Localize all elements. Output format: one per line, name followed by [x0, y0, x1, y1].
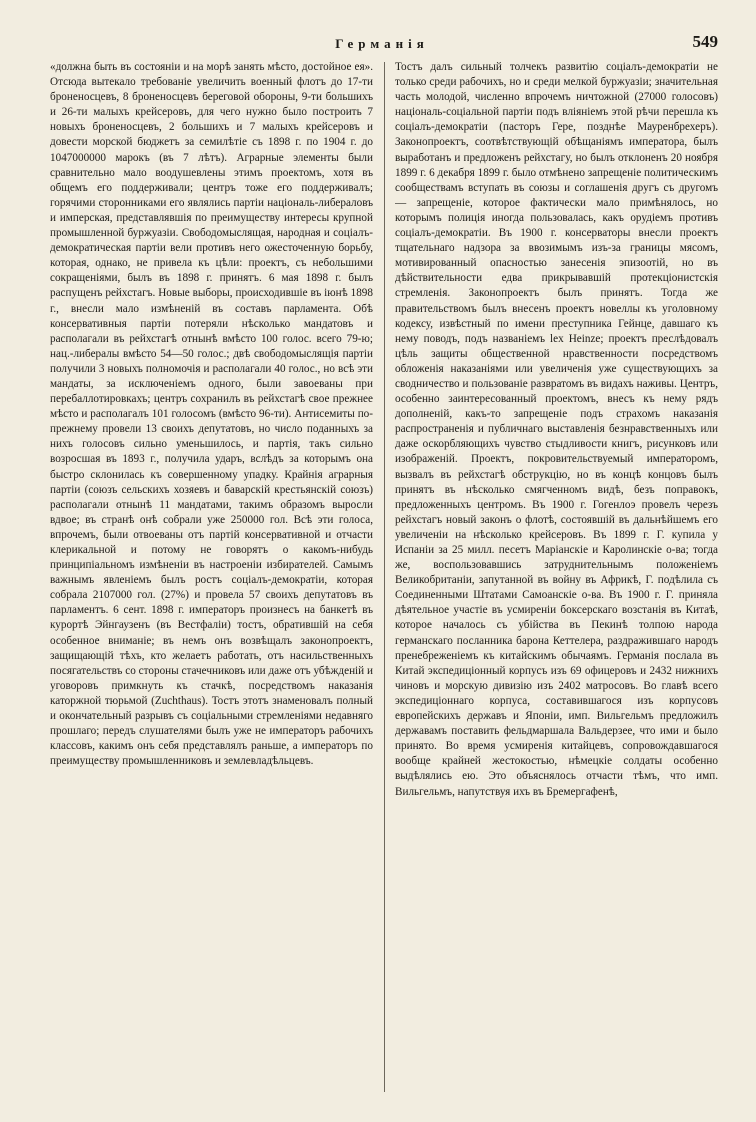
text-columns [50, 60, 718, 1100]
page-number: 549 [692, 32, 718, 51]
page-header [46, 32, 718, 54]
left-column-text: «должна быть въ состояніи и на морѣ занять мѣсто, достойное ея». Отсюда вытекало требованіе увеличить военный флотъ до 17-ти броненосцевъ, 8 броненосцевъ береговой обороны, 9-ти большихъ и 26-ти малыхъ крейсеровъ, для чего нужно было построить 7 новыхъ броненосцевъ, 2 большихъ и 7 малыхъ крейсеровъ и довести морской бюджетъ за семилѣтіе съ 1898 г. по 1904 г. до 1047000000 марокъ (въ 7 лѣтъ). Аграрные элементы были сравнительно мало воодушевлены этимъ проектомъ, хотя въ общемъ его поддерживали; центръ тоже его поддерживалъ; горячими сторонниками его являлись партіи національ-либераловъ и имперская, представлявшія по преимуществу интересы крупной промышленной буржуазіи. Свободомыслящая, народная и соціалъ-демократическая партіи вели противъ него ожесточенную борьбу, которая, однако, не привела къ цѣли: проектъ, съ небольшими сокращеніями, былъ въ 1898 г. принятъ. 6 мая 1898 г. былъ распущенъ рейхстагъ. Новые выборы, происходившіе въ іюнѣ 1898 г., внесли мало измѣненій въ составъ парламента. Обѣ консервативныя партіи потеряли нѣсколько мандатовъ и располагали въ рейхстагѣ отнынѣ вмѣсто 100 голос. всего 79-ю; нац.-либералы вмѣсто 54—50 голос.; двѣ свободомыслящія партіи получили 3 новыхъ полномочія и располагали 40 голос., но всѣ эти мандаты, за исключеніемъ одного, были завоеваны при перебаллотировкахъ; центръ сохранилъ въ рейхстагѣ свое прежнее мѣсто и располагалъ 101 голосомъ (вмѣсто 96-ти). Антисемиты по-прежнему провели 13 своихъ депутатовъ, но число поданныхъ за нихъ голосовъ сильно уменьшилось, и партія, такъ сильно возросшая въ 1893 г., получила ударъ, вслѣдъ за которымъ она быстро склонилась къ совершенному упадку. Крайнія аграрныя партіи (союзъ сельскихъ хозяевъ и баварскій крестьянскій союзъ) располагали отнынѣ 11 мандатами, такимъ образомъ выросли вдвое; въ странѣ онѣ собрали уже 250000 гол. Всѣ эти голоса, впрочемъ, были отвоеваны отъ партій консервативной и отчасти клерикальной и потому не говорятъ о какомъ-нибудь принципіальномъ измѣненіи въ настроеніи избирателей. Самымъ важнымъ явленіемъ былъ ростъ соціалъ-демократіи, которая собрала 2107000 гол. (27%) и провела 57 своихъ депутатовъ въ парламентъ. 6 сент. 1898 г. императоръ произнесъ на банкетѣ въ курортѣ Эйнгаузенъ (въ Вестфаліи) тостъ, обратившій на себя особенное вниманіе; въ немъ онъ возвѣщалъ законопроектъ, защищающій тѣхъ, кто желаетъ работать, отъ насильственныхъ посягательствъ со стороны стачечниковъ или даже отъ убѣжденій и уговоровъ примкнуть къ стачкѣ, посредствомъ наказанія каторжной тюрьмой (Zuchthaus). Тостъ этотъ знаменовалъ полный и окончательный разрывъ съ соціальными стремленіями недавняго прошлаго; передъ слушателями былъ уже не императоръ рабочихъ классовъ, какимъ онъ себя представлялъ раньше, а императоръ по преимуществу промышленниковъ и землевладѣльцевъ. [50, 61, 373, 768]
right-column-text: Тостъ далъ сильный толчекъ развитію соціалъ-демократіи не только среди рабочихъ, но и среди мелкой буржуазіи; значительная часть молодой, численно впрочемъ ничтожной (27000 голосовъ) національ-соціальной партіи подъ вліяніемъ этой рѣчи перешла къ соціалъ-демократіи (пасторъ Гере, позднѣе Мауренбрехеръ). Законопроектъ, соотвѣтствующій обѣщаніямъ императора, былъ выработанъ и предложенъ рейхстагу, но былъ отклоненъ 20 ноября 1899 г. 6 декабря 1899 г. было отмѣнено запрещеніе политическимъ сообществамъ вступать въ союзы и соглашенія другъ съ другомъ — запрещеніе, которое фактически мало примѣнялось, но которымъ полиція иногда пользовалась, какъ орудіемъ противъ соціалъ-демократіи. Въ 1900 г. консерваторы внесли проектъ тщательнаго надзора за ввозимымъ изъ-за границы мясомъ, мотивированный опасностью занесенія эпизоотій, но въ дѣйствительности едва прикрывавшій протекціонистскія стремленія. Законопроектъ былъ принятъ. Тогда же правительствомъ былъ внесенъ проектъ новеллы къ уголовному кодексу, извѣстный по имени преступника Гейнце, давшаго къ нему поводъ, подъ названіемъ lex Heinze; проектъ преслѣдовалъ цѣль защиты общественной нравственности посредствомъ обложенія наказаніями или увеличенія уже существующихъ за сводничество и пользованіе развратомъ въ видахъ наживы. Центръ, особенно заинтересованный проектомъ, внесъ къ нему рядъ дополненій, какъ-то запрещеніе подъ страхомъ наказанія распространенія и публичнаго выставленія безнравственныхъ или даже оскорбляющихъ чувство стыдливости книгъ, рисунковъ или изображеній. Проектъ, покровительствуемый императоромъ, вызвалъ въ рейхстагѣ обструкцію, но въ концѣ концовъ былъ принятъ въ нѣсколько смягченномъ видѣ, безъ поправокъ, предложенныхъ центромъ. Въ 1900 г. Гогенлоэ провелъ черезъ рейхстагъ новый законъ о флотѣ, состоявшій въ дальнѣйшемъ его увеличеніи на нѣсколько крейсеровъ. Въ 1899 г. Г. купила у Испаніи за 25 милл. песетъ Маріанскіе и Каролинскіе о-ва; тогда же, воспользовавшись затруднительнымъ положеніемъ Великобританіи, запутанной въ войну въ Африкѣ, Г. подѣлила съ Соединенными Штатами Самоанскіе о-ва. Въ 1900 г. Г. приняла дѣятельное участіе въ усмиреніи боксерскаго возстанія въ Китаѣ, которое началось съ убійства въ Пекинѣ толпою народа германскаго посланника барона Кеттелера, раздражившаго народъ пренебреженіемъ къ китайскимъ обычаямъ. Германія послала въ Китай экспедиціонный корпусъ изъ 69 офицеровъ и 2432 нижнихъ чиновъ и морскую дивизію изъ 2402 матросовъ. Во главѣ всего экспедиціоннаго корпуса, составившагося изъ корпусовъ европейскихъ державъ и Японіи, имп. Вильгельмъ предложилъ державамъ поставить фельдмаршала Вальдерзее, что ими и было принято. Во время усмиренія китайцевъ, сопровождавшагося вообще крайней жестокостью, нѣмецкіе солдаты особенно выдѣлялись ею. Это объяснялось отчасти тѣмъ, что имп. Вильгельмъ, напутствуя ихъ въ Бремергафенѣ, [395, 61, 718, 798]
running-title: Германія [335, 36, 429, 51]
right-column [395, 60, 718, 1100]
column-divider [384, 62, 385, 1092]
left-column [50, 60, 373, 1100]
